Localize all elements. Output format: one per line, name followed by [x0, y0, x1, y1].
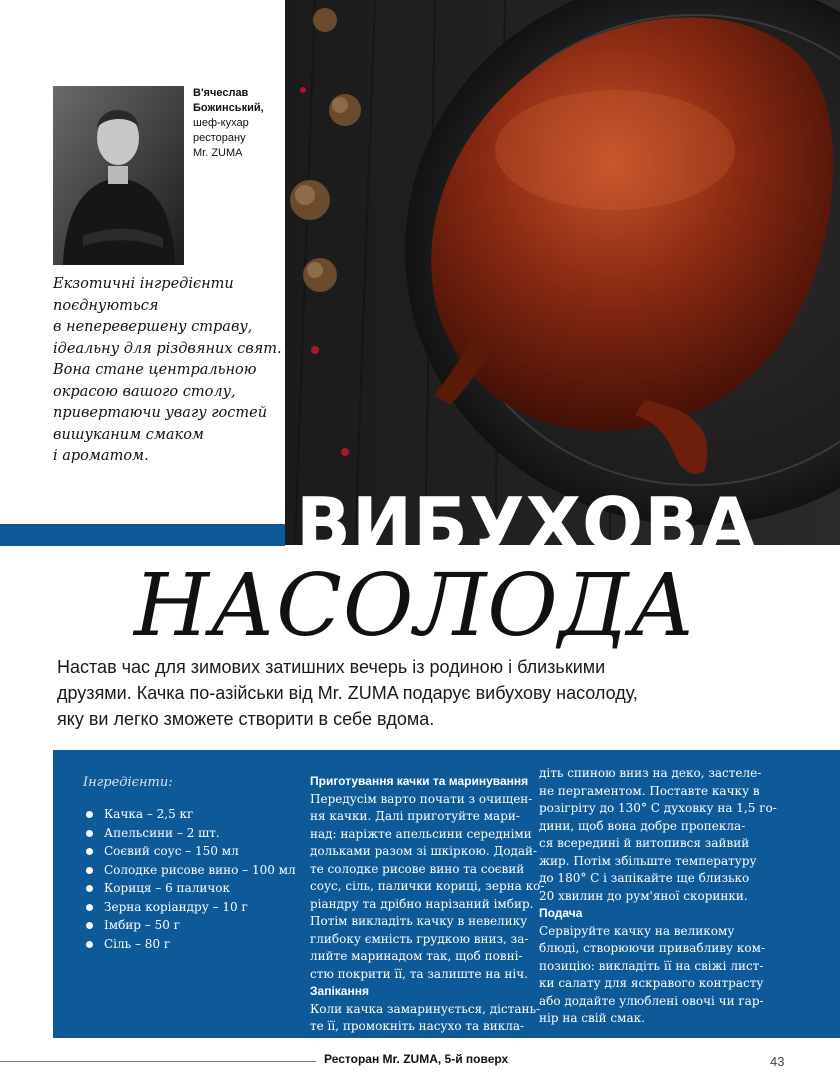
method-line: те солодке рисове вино та соєвий — [310, 861, 525, 876]
method-line: діть спиною вниз на деко, застеле- — [539, 766, 762, 780]
method-line: те її, промокніть насухо та викла- — [310, 1019, 525, 1033]
method-heading: Подача — [539, 906, 583, 920]
quote-line: і ароматом. — [53, 448, 149, 464]
headline-line-2: НАСОЛОДА — [134, 556, 696, 656]
ingredient-item: Качка – 2,5 кг — [83, 805, 296, 824]
chef-role-line: шеф-кухар — [193, 117, 249, 129]
pull-quote — [53, 274, 282, 468]
intro-line: друзями. Качка по-азійськи від Mr. ZUMA подарує вибухову насолоду, — [57, 683, 638, 703]
method-line: до 180° С і запікайте ще близько — [539, 871, 750, 885]
method-line: Сервіруйте качку на великому — [539, 923, 735, 938]
method-heading: Приготування качки та маринування — [310, 774, 529, 788]
method-line: ріандру та дрібно нарізаний імбир. — [310, 896, 534, 911]
quote-line: ідеальну для різдвяних свят. — [53, 340, 282, 357]
method-line: блюді, створюючи привабливу ком- — [539, 941, 765, 955]
recipe-box — [53, 750, 840, 1038]
method-line: Передусім варто почати з очищен- — [310, 791, 533, 806]
chef-name-line-1: В'ячеслав — [193, 87, 249, 99]
method-line: Потім викладіть качку в невелику — [310, 914, 528, 928]
method-column-1 — [310, 773, 545, 1036]
method-line: 20 хвилин до рум'яної скоринки. — [539, 888, 748, 903]
ingredient-item: Імбир – 50 г — [83, 916, 296, 935]
ingredient-item: Зерна коріандру – 10 г — [83, 898, 296, 917]
accent-bar — [0, 524, 285, 546]
ingredient-item: Соєвий соус – 150 мл — [83, 842, 296, 861]
method-line: або додайте улюблені овочі чи гар- — [539, 993, 764, 1008]
quote-line: привертаючи увагу гостей — [53, 405, 268, 421]
method-line: ня качки. Далі приготуйте мари- — [310, 809, 520, 823]
headline-line-1: ВИБУХОВА — [296, 482, 757, 566]
ingredients-title: Інгредієнти: — [83, 775, 173, 790]
quote-line: Вона стане центральною — [53, 362, 257, 378]
chef-name-line-2: Божинський, — [193, 102, 264, 114]
quote-line: вишуканим смаком — [53, 426, 204, 443]
method-line: не пергаментом. Поставте качку в — [539, 783, 760, 798]
method-line: дольками разом зі шкіркою. Додай- — [310, 844, 538, 858]
method-line: нір на свій смак. — [539, 1011, 645, 1025]
method-line: Коли качка замаринується, дістань- — [310, 1001, 541, 1016]
method-heading: Запікання — [310, 984, 369, 998]
method-column-2 — [539, 765, 777, 1028]
intro-line: Настав час для зимових затишних вечерь із родиною і близькими — [57, 657, 606, 677]
method-line: ся всередині й витопився зайвий — [539, 836, 750, 850]
chef-portrait — [53, 86, 184, 265]
method-line: розігріту до 130° С духовку на 1,5 го- — [539, 801, 777, 815]
footer-rule — [0, 1061, 316, 1062]
footer-location: Ресторан Mr. ZUMA, 5-й поверх — [324, 1052, 509, 1066]
chef-role-line: Mr. ZUMA — [193, 147, 243, 159]
method-line: ки салату для яскравого контрасту — [539, 976, 764, 990]
intro-line: яку ви легко зможете створити в себе вдома. — [57, 709, 435, 729]
method-line: жир. Потім збільште температуру — [539, 853, 757, 868]
method-line: глибоку ємність грудкою вниз, за- — [310, 931, 529, 946]
chef-caption — [193, 86, 278, 161]
duck-photo — [285, 0, 840, 545]
quote-line: окрасою вашого столу, — [53, 383, 236, 400]
ingredient-item: Сіль – 80 г — [83, 935, 296, 954]
method-line: лийте маринадом так, щоб повні- — [310, 949, 523, 963]
ingredient-item: Солодке рисове вино – 100 мл — [83, 861, 296, 880]
ingredient-item: Кориця – 6 паличок — [83, 879, 296, 898]
method-line: соус, сіль, палички кориці, зерна ко- — [310, 879, 545, 893]
intro-paragraph — [57, 654, 757, 732]
method-line: стю покрити її, та залиште на ніч. — [310, 966, 528, 981]
page-number: 43 — [770, 1054, 785, 1069]
method-line: дини, щоб вона добре пропекла- — [539, 818, 746, 833]
quote-line: Екзотичні інгредієнти — [53, 276, 234, 292]
chef-role-line: ресторану — [193, 132, 246, 144]
ingredients-list — [83, 805, 296, 953]
quote-line: в неперевершену страву, — [53, 319, 253, 335]
method-line: позицію: викладіть її на свіжі лист- — [539, 958, 764, 973]
method-line: над: наріжте апельсини середніми — [310, 826, 532, 841]
ingredient-item: Апельсини – 2 шт. — [83, 824, 296, 843]
quote-line: поєднуються — [53, 297, 159, 314]
